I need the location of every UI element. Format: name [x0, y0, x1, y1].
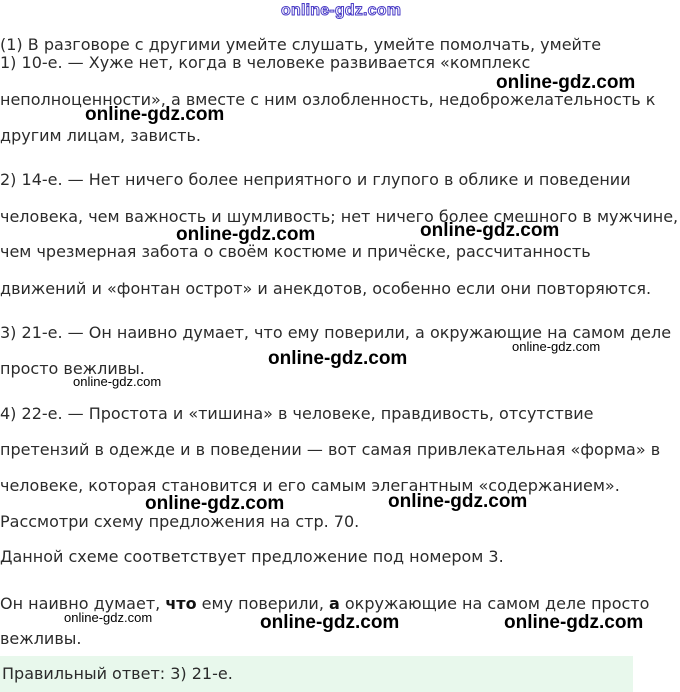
watermark: online-gdz.com — [73, 374, 162, 389]
scheme-match: Данной схеме соответствует предложение под номером 3. — [0, 547, 504, 566]
watermark: online-gdz.com — [85, 104, 225, 125]
example-keyword-a: а — [329, 594, 340, 613]
item-3-line-2: просто вежливы. — [0, 359, 145, 378]
item-1-line-2: неполноценности», а вместе с ним озлобленность, недоброжелательность к — [0, 90, 656, 109]
watermark: online-gdz.com — [512, 339, 601, 354]
item-2-line-4: движений и «фонтан острот» и анекдотов, особенно если они повторяются. — [0, 279, 652, 298]
example-sentence-line-2: вежливы. — [0, 629, 82, 648]
example-part-2: ему поверили, — [196, 594, 329, 613]
watermark: online-gdz.com — [504, 612, 644, 633]
example-part-1: Он наивно думает, — [0, 594, 166, 613]
watermark: online-gdz.com — [420, 220, 560, 241]
item-1-line-1: 1) 10-е. — Хуже нет, когда в человеке развивается «комплекс — [0, 53, 531, 72]
watermark-top: online-gdz.com — [281, 2, 402, 19]
answer-text: Правильный ответ: 3) 21-е. — [2, 664, 233, 683]
item-4-line-3: человеке, которая становится и его самым элегантным «содержанием». — [0, 476, 620, 495]
item-1-line-3: другим лицам, зависть. — [0, 126, 201, 145]
item-4-line-1: 4) 22-е. — Простота и «тишина» в человеке, правдивость, отсутствие — [0, 404, 594, 423]
scheme-note: Рассмотри схему предложения на стр. 70. — [0, 512, 360, 531]
item-4-line-2: претензий в одежде и в поведении — вот самая привлекательная «форма» в — [0, 440, 661, 459]
watermark: online-gdz.com — [388, 491, 528, 512]
item-3-line-1: 3) 21-е. — Он наивно думает, что ему поверили, а окружающие на самом деле — [0, 323, 672, 342]
item-2-line-3: чем чрезмерная забота о своём костюме и причёске, рассчитанность — [0, 242, 591, 261]
answer-box — [0, 656, 633, 692]
watermark: online-gdz.com — [496, 72, 636, 93]
example-part-3: окружающие на самом деле просто — [339, 594, 650, 613]
watermark: online-gdz.com — [268, 348, 408, 369]
item-2-line-2: человека, чем важность и шумливость; нет ничего более смешного в мужчине, — [0, 207, 679, 226]
intro-clipped-line: (1) В разговоре с другими умейте слушать, умейте помолчать, умейте — [0, 35, 602, 54]
watermark: online-gdz.com — [64, 610, 153, 625]
watermark: online-gdz.com — [145, 493, 285, 514]
watermark: online-gdz.com — [176, 224, 316, 245]
watermark: online-gdz.com — [260, 612, 400, 633]
example-keyword-chto: что — [165, 594, 197, 613]
item-2-line-1: 2) 14-е. — Нет ничего более неприятного и глупого в облике и поведении — [0, 170, 631, 189]
